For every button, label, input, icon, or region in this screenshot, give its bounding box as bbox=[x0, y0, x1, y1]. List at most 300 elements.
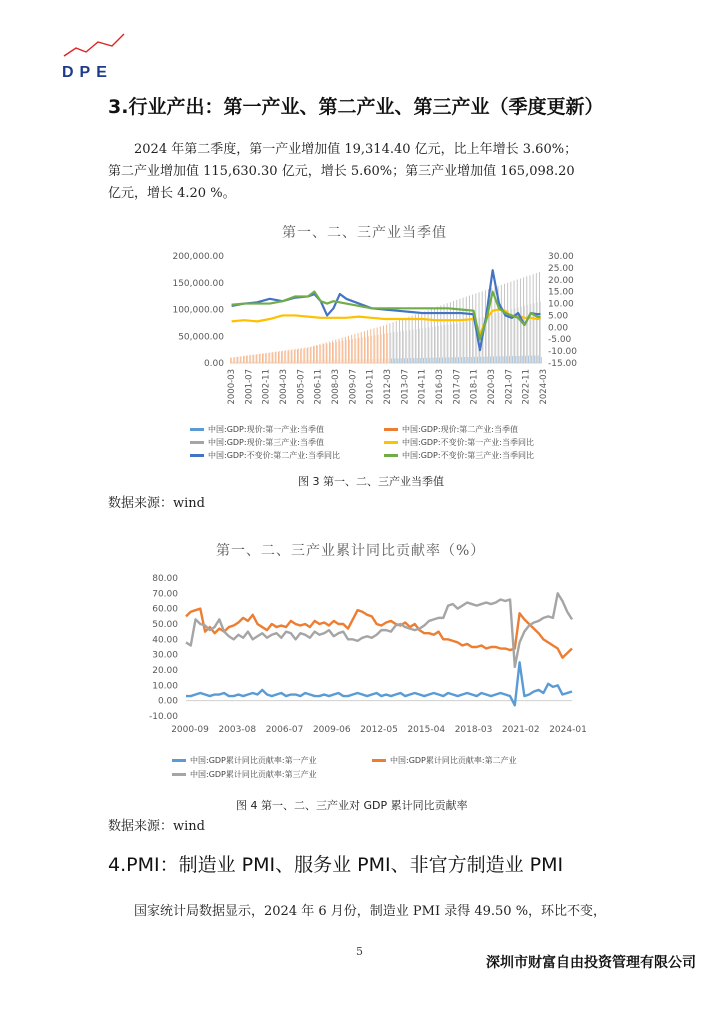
bar-secondary bbox=[358, 338, 359, 363]
bar-secondary bbox=[479, 318, 480, 363]
chart-title: 第一、二、三产业当季值 bbox=[282, 225, 447, 241]
bar-primary bbox=[340, 360, 341, 363]
bar-primary bbox=[235, 361, 236, 363]
bar-primary bbox=[394, 359, 395, 363]
bar-primary bbox=[277, 361, 278, 363]
bar-tertiary bbox=[504, 284, 505, 363]
bar-tertiary bbox=[507, 283, 508, 363]
bar-primary bbox=[337, 360, 338, 363]
x-tick-label: 2002-11 bbox=[261, 369, 272, 405]
series-line bbox=[232, 310, 541, 335]
y-tick-label: 70.00 bbox=[152, 589, 178, 600]
bar-tertiary bbox=[253, 355, 254, 363]
bar-tertiary bbox=[377, 327, 378, 363]
bar-primary bbox=[283, 361, 284, 363]
y-tick-label: -10.00 bbox=[148, 712, 178, 722]
x-tick-label: 2022-11 bbox=[521, 369, 532, 405]
bar-secondary bbox=[279, 351, 280, 363]
bar-secondary bbox=[416, 329, 417, 363]
x-tick-label: 2016-03 bbox=[435, 369, 445, 405]
bar-secondary bbox=[403, 331, 404, 363]
x-tick-label: 2006-11 bbox=[313, 369, 324, 405]
bar-tertiary bbox=[370, 329, 371, 363]
bar-secondary bbox=[432, 327, 433, 363]
bar-tertiary bbox=[335, 340, 336, 363]
section-heading: 4.PMI：制造业 PMI、服务业 PMI、非官方制造业 PMI bbox=[108, 854, 564, 876]
bar-primary bbox=[436, 358, 437, 363]
bar-primary bbox=[324, 360, 325, 363]
bar-secondary bbox=[413, 330, 414, 363]
bar-tertiary bbox=[319, 344, 320, 363]
bar-tertiary bbox=[431, 309, 432, 363]
bar-primary bbox=[490, 357, 491, 363]
bar-secondary bbox=[467, 321, 468, 363]
bar-primary bbox=[328, 360, 329, 363]
bar-primary bbox=[458, 357, 459, 363]
bar-tertiary bbox=[399, 320, 400, 363]
bar-primary bbox=[248, 361, 249, 363]
bar-tertiary bbox=[249, 355, 250, 363]
x-tick-label: 2003-08 bbox=[218, 725, 257, 735]
x-tick-label: 2012-03 bbox=[383, 369, 393, 405]
bar-tertiary bbox=[517, 280, 518, 363]
bar-primary bbox=[378, 359, 379, 363]
x-tick-label: 2018-11 bbox=[469, 368, 480, 405]
bar-tertiary bbox=[259, 354, 260, 363]
bar-tertiary bbox=[418, 313, 419, 363]
bar-tertiary bbox=[501, 285, 502, 363]
bar-secondary bbox=[371, 336, 372, 363]
bar-secondary bbox=[425, 328, 426, 363]
bar-secondary bbox=[429, 327, 430, 363]
bar-tertiary bbox=[265, 353, 266, 363]
chart-quarterly-value bbox=[0, 244, 724, 424]
company-logo-text: DPE bbox=[62, 64, 113, 81]
bar-tertiary bbox=[300, 349, 301, 363]
bar-tertiary bbox=[233, 357, 234, 363]
legend-item: 中国:GDP:现价:第三产业:当季值 bbox=[190, 437, 324, 448]
bar-primary bbox=[499, 356, 500, 363]
bar-tertiary bbox=[463, 298, 464, 363]
section-heading: 3.行业产出：第一产业、第二产业、第三产业（季度更新） bbox=[108, 96, 604, 118]
bar-secondary bbox=[276, 351, 277, 363]
bar-primary bbox=[232, 361, 233, 363]
bar-tertiary bbox=[402, 319, 403, 363]
bar-primary bbox=[363, 359, 364, 363]
bar-primary bbox=[258, 361, 259, 363]
bar-secondary bbox=[521, 307, 522, 363]
bar-secondary bbox=[346, 340, 347, 363]
y-tick-label: 20.00 bbox=[548, 275, 574, 286]
bar-secondary bbox=[473, 319, 474, 363]
bar-tertiary bbox=[338, 339, 339, 363]
bar-secondary bbox=[419, 329, 420, 363]
bar-tertiary bbox=[479, 292, 480, 363]
bar-secondary bbox=[355, 339, 356, 363]
y-tick-label: 10.00 bbox=[152, 681, 178, 692]
bar-primary bbox=[286, 360, 287, 363]
bar-tertiary bbox=[530, 275, 531, 363]
y-tick-label: 80.00 bbox=[152, 574, 178, 584]
bar-primary bbox=[401, 358, 402, 363]
series-line bbox=[232, 292, 541, 340]
bar-tertiary bbox=[383, 326, 384, 363]
bar-tertiary bbox=[374, 328, 375, 363]
bar-secondary bbox=[301, 348, 302, 363]
bar-tertiary bbox=[342, 338, 343, 363]
bar-primary bbox=[477, 357, 478, 363]
bar-primary bbox=[366, 359, 367, 363]
bar-primary bbox=[356, 359, 357, 363]
bar-secondary bbox=[374, 335, 375, 363]
bar-primary bbox=[449, 357, 450, 363]
bar-primary bbox=[270, 361, 271, 363]
paragraph-line: 2024 年第二季度，第一产业增加值 19,314.40 亿元，比上年增长 3.60%； bbox=[134, 142, 578, 157]
bar-primary bbox=[442, 358, 443, 363]
bar-primary bbox=[245, 361, 246, 363]
bar-secondary bbox=[394, 332, 395, 363]
y-tick-label: 15.00 bbox=[548, 287, 574, 298]
bar-secondary bbox=[317, 345, 318, 363]
bar-tertiary bbox=[393, 322, 394, 363]
bar-tertiary bbox=[240, 356, 241, 363]
bar-primary bbox=[528, 356, 529, 363]
bar-secondary bbox=[238, 357, 239, 363]
bar-secondary bbox=[409, 330, 410, 363]
bar-secondary bbox=[444, 325, 445, 363]
bar-secondary bbox=[349, 340, 350, 363]
bar-secondary bbox=[534, 303, 535, 363]
bar-primary bbox=[423, 358, 424, 363]
bar-tertiary bbox=[332, 341, 333, 363]
bar-primary bbox=[254, 361, 255, 363]
y-tick-label: 150,000.00 bbox=[172, 278, 224, 289]
bar-tertiary bbox=[291, 350, 292, 363]
x-tick-label: 2000-03 bbox=[227, 369, 237, 405]
bar-tertiary bbox=[326, 342, 327, 363]
bar-tertiary bbox=[514, 281, 515, 363]
bar-primary bbox=[353, 359, 354, 363]
bar-secondary bbox=[273, 352, 274, 363]
bar-primary bbox=[359, 359, 360, 363]
bar-secondary bbox=[508, 310, 509, 363]
bar-primary bbox=[509, 356, 510, 363]
bar-secondary bbox=[311, 346, 312, 363]
data-source: 数据来源：wind bbox=[108, 496, 205, 511]
bar-primary bbox=[515, 356, 516, 363]
legend-item: 中国:GDP累计同比贡献率:第三产业 bbox=[172, 769, 317, 780]
bar-primary bbox=[267, 361, 268, 363]
bar-secondary bbox=[422, 328, 423, 363]
bar-secondary bbox=[438, 326, 439, 363]
legend-item: 中国:GDP:现价:第一产业:当季值 bbox=[190, 424, 324, 435]
bar-primary bbox=[331, 360, 332, 363]
bar-secondary bbox=[269, 352, 270, 363]
bar-tertiary bbox=[412, 316, 413, 363]
series-line bbox=[186, 662, 572, 705]
legend-item: 中国:GDP:不变价:第一产业:当季同比 bbox=[384, 437, 534, 448]
bar-secondary bbox=[285, 350, 286, 363]
bar-tertiary bbox=[354, 334, 355, 363]
x-tick-label: 2004-03 bbox=[279, 369, 289, 405]
bar-primary bbox=[414, 358, 415, 363]
y-tick-label: 10.00 bbox=[548, 299, 574, 310]
y-tick-label: 0.00 bbox=[157, 696, 178, 707]
y-tick-label: 200,000.00 bbox=[172, 252, 224, 262]
bar-primary bbox=[480, 357, 481, 363]
bar-tertiary bbox=[297, 349, 298, 363]
bar-secondary bbox=[390, 333, 391, 363]
bar-tertiary bbox=[243, 356, 244, 363]
x-tick-label: 2021-07 bbox=[504, 369, 515, 405]
bar-secondary bbox=[327, 344, 328, 363]
bar-primary bbox=[461, 357, 462, 363]
bar-primary bbox=[375, 359, 376, 363]
y-tick-label: -5.00 bbox=[548, 335, 572, 346]
bar-primary bbox=[398, 358, 399, 363]
bar-secondary bbox=[231, 358, 232, 363]
bar-primary bbox=[433, 358, 434, 363]
bar-secondary bbox=[540, 301, 541, 363]
bar-secondary bbox=[435, 326, 436, 363]
x-tick-label: 2012-05 bbox=[360, 725, 398, 735]
bar-primary bbox=[296, 360, 297, 363]
bar-tertiary bbox=[294, 350, 295, 363]
bar-tertiary bbox=[275, 352, 276, 363]
y-tick-label: 30.00 bbox=[548, 252, 574, 262]
bar-primary bbox=[506, 356, 507, 363]
y-tick-label: -15.00 bbox=[548, 359, 578, 369]
bar-secondary bbox=[323, 344, 324, 363]
bar-secondary bbox=[314, 346, 315, 363]
bar-secondary bbox=[457, 323, 458, 363]
bar-primary bbox=[445, 357, 446, 363]
bar-primary bbox=[385, 359, 386, 363]
x-tick-label: 2014-11 bbox=[417, 369, 428, 405]
bar-secondary bbox=[336, 342, 337, 363]
bar-tertiary bbox=[523, 277, 524, 363]
x-tick-label: 2000-09 bbox=[171, 725, 209, 735]
x-tick-label: 2010-11 bbox=[365, 369, 376, 405]
bar-secondary bbox=[250, 355, 251, 363]
bar-primary bbox=[289, 360, 290, 363]
bar-primary bbox=[382, 359, 383, 363]
bar-tertiary bbox=[288, 350, 289, 363]
bar-primary bbox=[417, 358, 418, 363]
bar-secondary bbox=[339, 341, 340, 363]
bar-secondary bbox=[244, 356, 245, 363]
x-tick-label: 2018-03 bbox=[454, 725, 493, 735]
bar-secondary bbox=[288, 350, 289, 363]
paragraph-line: 第二产业增加值 115,630.30 亿元，增长 5.60%；第三产业增加值 165,098.20 bbox=[108, 164, 575, 179]
bar-tertiary bbox=[450, 302, 451, 363]
y-tick-label: 0.00 bbox=[203, 359, 224, 369]
chart-title: 第一、二、三产业累计同比贡献率（%） bbox=[216, 543, 486, 559]
bar-secondary bbox=[257, 354, 258, 363]
bar-tertiary bbox=[367, 330, 368, 363]
bar-tertiary bbox=[256, 354, 257, 363]
y-tick-label: 0.00 bbox=[548, 323, 569, 334]
bar-secondary bbox=[441, 326, 442, 363]
bar-primary bbox=[493, 356, 494, 363]
bar-primary bbox=[534, 356, 535, 363]
bar-tertiary bbox=[303, 348, 304, 363]
bar-secondary bbox=[451, 324, 452, 363]
legend-item: 中国:GDP:不变价:第二产业:当季同比 bbox=[190, 450, 340, 461]
chart-contribution-rate bbox=[0, 564, 724, 744]
figure-caption: 图 3 第一、二、三产业当季值 bbox=[298, 475, 444, 488]
bar-primary bbox=[251, 361, 252, 363]
bar-secondary bbox=[295, 349, 296, 363]
bar-tertiary bbox=[237, 357, 238, 363]
bar-tertiary bbox=[348, 336, 349, 363]
legend-item: 中国:GDP累计同比贡献率:第一产业 bbox=[172, 755, 317, 766]
bar-tertiary bbox=[313, 346, 314, 363]
bar-primary bbox=[347, 359, 348, 363]
bar-tertiary bbox=[310, 347, 311, 363]
page-number: 5 bbox=[356, 945, 363, 958]
bar-tertiary bbox=[358, 333, 359, 363]
bar-primary bbox=[474, 357, 475, 363]
bar-primary bbox=[261, 361, 262, 363]
bar-secondary bbox=[260, 354, 261, 363]
bar-tertiary bbox=[262, 354, 263, 363]
bar-secondary bbox=[499, 313, 500, 363]
bar-primary bbox=[242, 361, 243, 363]
series-line bbox=[186, 593, 572, 667]
bar-tertiary bbox=[323, 343, 324, 363]
bar-tertiary bbox=[281, 351, 282, 363]
bar-primary bbox=[452, 357, 453, 363]
bar-primary bbox=[305, 360, 306, 363]
bar-tertiary bbox=[364, 331, 365, 363]
bar-secondary bbox=[308, 347, 309, 363]
bar-primary bbox=[522, 356, 523, 363]
bar-primary bbox=[334, 360, 335, 363]
bar-primary bbox=[404, 358, 405, 363]
company-name-footer: 深圳市财富自由投资管理有限公司 bbox=[486, 955, 696, 971]
legend-item: 中国:GDP:现价:第二产业:当季值 bbox=[384, 424, 518, 435]
bar-tertiary bbox=[434, 308, 435, 363]
bar-primary bbox=[293, 360, 294, 363]
bar-secondary bbox=[292, 349, 293, 363]
bar-secondary bbox=[524, 306, 525, 363]
bar-primary bbox=[264, 361, 265, 363]
bar-tertiary bbox=[415, 314, 416, 363]
y-tick-label: 50.00 bbox=[152, 620, 178, 630]
x-tick-label: 2005-07 bbox=[296, 369, 307, 405]
bar-secondary bbox=[384, 334, 385, 363]
bar-secondary bbox=[241, 356, 242, 363]
bar-secondary bbox=[537, 302, 538, 363]
bar-secondary bbox=[362, 337, 363, 363]
bar-tertiary bbox=[246, 356, 247, 363]
bar-primary bbox=[487, 357, 488, 363]
bar-tertiary bbox=[345, 337, 346, 363]
bar-primary bbox=[343, 359, 344, 363]
y-tick-label: 60.00 bbox=[152, 604, 178, 615]
bar-primary bbox=[318, 360, 319, 363]
bar-primary bbox=[321, 360, 322, 363]
bar-tertiary bbox=[405, 318, 406, 363]
bar-secondary bbox=[448, 325, 449, 363]
bar-secondary bbox=[266, 353, 267, 363]
x-tick-label: 2024-01 bbox=[549, 725, 587, 735]
bar-secondary bbox=[381, 334, 382, 363]
bar-secondary bbox=[320, 345, 321, 363]
bar-primary bbox=[410, 358, 411, 363]
legend-item: 中国:GDP累计同比贡献率:第二产业 bbox=[372, 755, 517, 766]
bar-primary bbox=[484, 357, 485, 363]
bar-secondary bbox=[460, 323, 461, 363]
y-tick-label: -10.00 bbox=[548, 347, 578, 358]
bar-primary bbox=[439, 358, 440, 363]
bar-secondary bbox=[492, 314, 493, 363]
x-tick-label: 2017-07 bbox=[452, 369, 463, 405]
figure-caption: 图 4 第一、二、三产业对 GDP 累计同比贡献率 bbox=[236, 799, 468, 812]
bar-primary bbox=[429, 358, 430, 363]
bar-primary bbox=[315, 360, 316, 363]
bar-secondary bbox=[333, 342, 334, 363]
x-tick-label: 2015-04 bbox=[407, 725, 446, 735]
y-tick-label: 5.00 bbox=[548, 311, 569, 322]
bar-tertiary bbox=[466, 297, 467, 363]
bar-primary bbox=[350, 359, 351, 363]
bar-primary bbox=[273, 361, 274, 363]
bar-secondary bbox=[495, 313, 496, 363]
bar-secondary bbox=[343, 341, 344, 363]
bar-secondary bbox=[263, 353, 264, 363]
bar-primary bbox=[525, 356, 526, 363]
bar-secondary bbox=[464, 322, 465, 363]
bar-primary bbox=[420, 358, 421, 363]
bar-secondary bbox=[352, 339, 353, 363]
bar-primary bbox=[391, 359, 392, 363]
bar-primary bbox=[280, 361, 281, 363]
bar-primary bbox=[308, 360, 309, 363]
data-source: 数据来源：wind bbox=[108, 819, 205, 834]
bar-tertiary bbox=[278, 352, 279, 363]
bar-tertiary bbox=[409, 317, 410, 363]
bar-secondary bbox=[387, 333, 388, 363]
bar-secondary bbox=[304, 347, 305, 363]
bar-tertiary bbox=[428, 310, 429, 363]
x-tick-label: 2024-03 bbox=[539, 369, 549, 405]
bar-primary bbox=[471, 357, 472, 363]
bar-primary bbox=[538, 356, 539, 363]
bar-tertiary bbox=[316, 345, 317, 363]
bar-tertiary bbox=[437, 307, 438, 363]
bar-secondary bbox=[330, 343, 331, 363]
bar-tertiary bbox=[361, 332, 362, 363]
bar-primary bbox=[512, 356, 513, 363]
x-tick-label: 2009-06 bbox=[312, 725, 351, 735]
bar-primary bbox=[369, 359, 370, 363]
bar-secondary bbox=[489, 315, 490, 363]
legend-item: 中国:GDP:不变价:第三产业:当季同比 bbox=[384, 450, 534, 461]
x-tick-label: 2006-07 bbox=[265, 725, 304, 735]
bar-primary bbox=[302, 360, 303, 363]
bar-tertiary bbox=[272, 352, 273, 363]
bar-primary bbox=[407, 358, 408, 363]
bar-tertiary bbox=[307, 348, 308, 363]
bar-tertiary bbox=[284, 351, 285, 363]
bar-primary bbox=[388, 359, 389, 363]
y-tick-label: 40.00 bbox=[152, 635, 178, 646]
bar-secondary bbox=[247, 355, 248, 363]
bar-tertiary bbox=[386, 324, 387, 363]
bar-secondary bbox=[378, 335, 379, 363]
